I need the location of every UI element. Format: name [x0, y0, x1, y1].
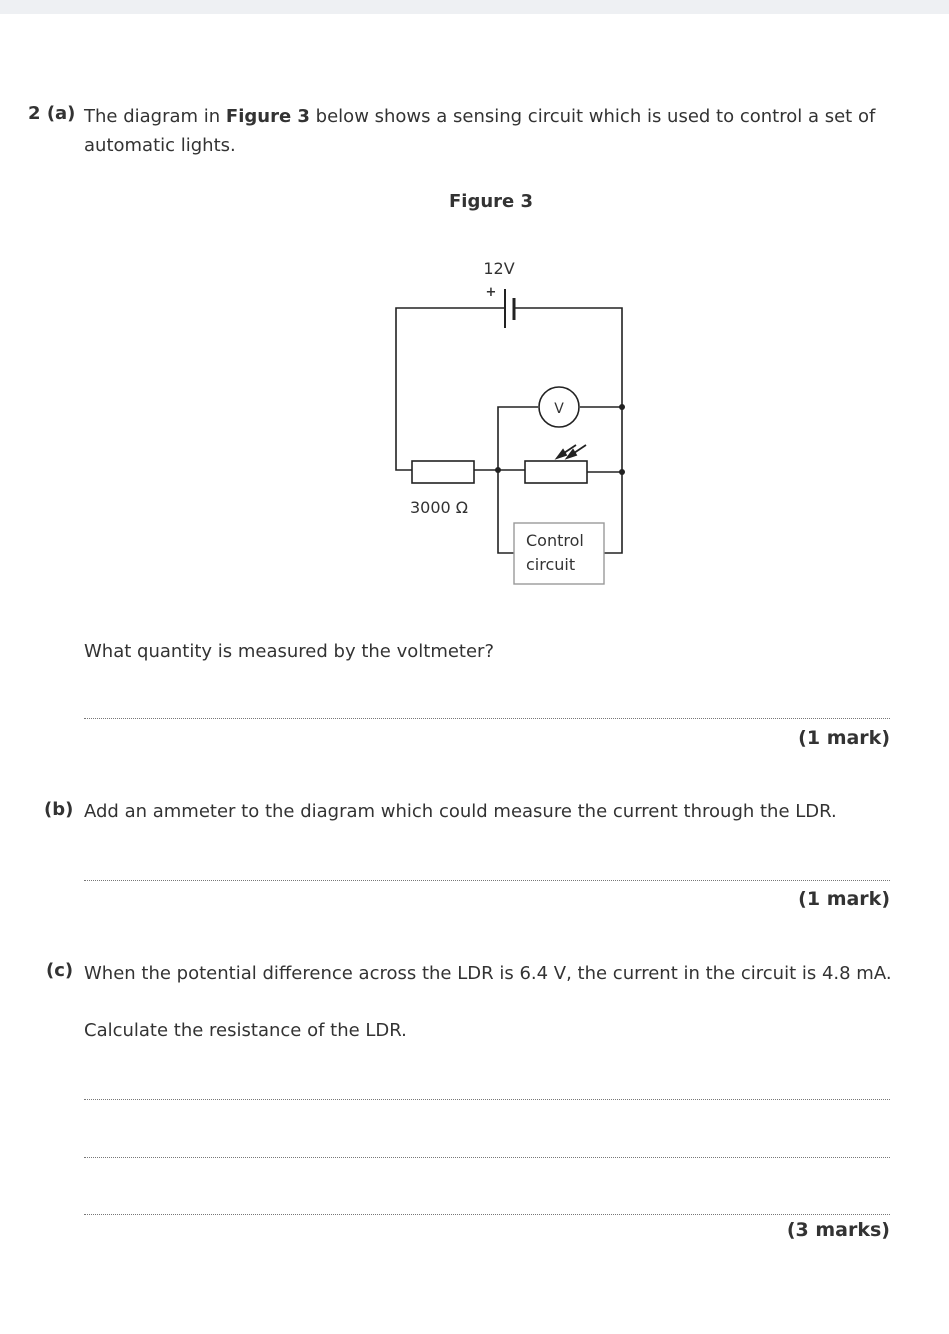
part-b-marks: (1 mark): [798, 888, 890, 910]
plus-sign: +: [485, 285, 497, 300]
junction-dot: [495, 467, 501, 473]
light-arrows-icon: [557, 445, 586, 458]
part-c-marks: (3 marks): [786, 1219, 890, 1241]
answer-line-b[interactable]: [84, 880, 890, 881]
part-c-prompt: When the potential difference across the LDR is 6.4 V, the current in the circuit is 4.8 mA.: [84, 963, 892, 984]
junction-dot: [619, 404, 625, 410]
control-label-line2: circuit: [526, 555, 576, 574]
battery-label: 12V: [483, 259, 515, 278]
voltmeter-symbol: V: [554, 401, 564, 417]
part-c-label: (c): [46, 960, 74, 981]
answer-line-a[interactable]: [84, 718, 890, 719]
part-a-prompt: What quantity is measured by the voltmeter?: [84, 641, 495, 662]
circuit-diagram: [380, 250, 650, 595]
control-label-line1: Control: [526, 531, 584, 550]
junction-dot: [619, 469, 625, 475]
part-a-intro: The diagram in Figure 3 below shows a sensing circuit which is used to control a set of automatic lights.: [84, 106, 876, 156]
question-number: 2 (a): [28, 103, 76, 124]
resistor-label: 3000 Ω: [409, 498, 469, 517]
part-b-prompt: Add an ammeter to the diagram which could measure the current through the LDR.: [84, 801, 837, 822]
figure-title: Figure 3: [449, 191, 534, 212]
top-bar: [0, 0, 949, 14]
part-c-instruction: Calculate the resistance of the LDR.: [84, 1020, 407, 1041]
answer-line-c1[interactable]: [84, 1099, 890, 1100]
answer-line-c2[interactable]: [84, 1157, 890, 1158]
part-a-marks: (1 mark): [798, 727, 890, 749]
part-b-label: (b): [44, 799, 74, 820]
answer-line-c3[interactable]: [84, 1214, 890, 1215]
